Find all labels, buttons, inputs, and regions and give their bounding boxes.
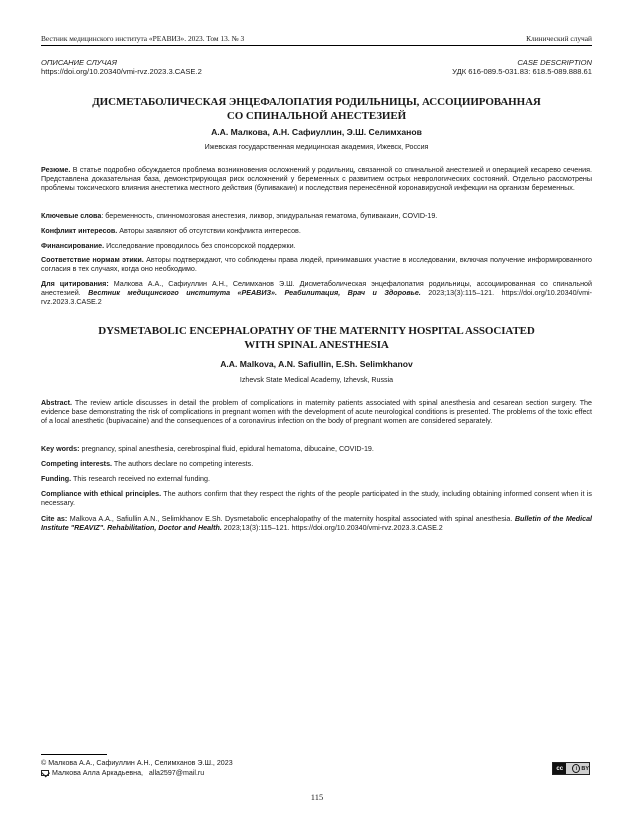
abstract-ru [41, 166, 592, 193]
ethics-en-text: The authors confirm that they respect the rights of the people participated in the study, including obtaining informed consent when it is necessary. [41, 490, 592, 507]
title-en-line1: DYSMETABOLIC ENCEPHALOPATHY OF THE MATERNITY HOSPITAL ASSOCIATED [98, 325, 535, 337]
title-ru-line1: ДИСМЕТАБОЛИЧЕСКАЯ ЭНЦЕФАЛОПАТИЯ РОДИЛЬНИЦЫ, АССОЦИИРОВАННАЯ [92, 96, 541, 108]
udk-code: УДК 616-089.5-031.83: 618.5-089.888.61 [452, 67, 592, 76]
section-name: Клинический случай [526, 34, 592, 43]
title-ru [41, 95, 592, 123]
cc-logo-icon: cc [553, 763, 566, 774]
license-by-label: BY [581, 765, 589, 772]
affiliation-en: Izhevsk State Medical Academy, Izhevsk, Russia [239, 376, 394, 384]
keywords-ru-text: : беременность, спинномозговая анестезия, ликвор, эпидуральная гематома, бупивакаин, COVID-19. [101, 212, 438, 220]
citation-en-journal: Bulletin of the Medical Institute "REAVIZ". Rehabilitation, Doctor and Health. [41, 515, 593, 532]
ethics-ru-label: Соответствие нормам этики. [41, 256, 144, 264]
authors-en: A.A. Malkova, A.N. Safiullin, E.Sh. Selimkhanov [220, 359, 413, 369]
citation-en-tail[interactable]: 2023;13(3):115–121. https://doi.org/10.20340/vmi-rvz.2023.3.CASE.2 [223, 524, 443, 532]
abstract-en-label: Abstract. [41, 399, 72, 407]
page-number: 115 [310, 792, 324, 802]
envelope-icon [41, 770, 49, 776]
citation-ru [41, 280, 592, 307]
conflict-en-text: The authors declare no competing interests. [113, 460, 254, 468]
funding-ru-text: Исследование проводилось без спонсорской поддержки. [106, 242, 296, 250]
cc-by-license-badge[interactable] [552, 762, 590, 775]
citation-ru-text: Малкова А.А., Сафиуллин А.Н., Селимханов Э.Ш. Дисметаболическая энцефалопатия родильницы, ассоциированная со спинальной анестезией. [41, 280, 592, 297]
contact-name: Малкова Алла Аркадьевна, [52, 769, 143, 777]
conflict-en [41, 460, 592, 469]
conflict-ru-text: Авторы заявляют об отсутствии конфликта интересов. [119, 227, 301, 235]
doi-row [41, 67, 592, 76]
ethics-en-label: Compliance with ethical principles. [41, 490, 162, 498]
title-en [41, 324, 592, 352]
copyright-line: © Малкова А.А., Сафиуллин А.Н., Селимханов Э.Ш., 2023 [41, 759, 233, 767]
journal-name: Вестник медицинского института «РЕАВИЗ». 2023. Том 13. № 3 [41, 34, 245, 43]
citation-ru-label: Для цитирования: [41, 280, 109, 288]
conflict-en-label: Competing interests. [41, 460, 113, 468]
citation-ru-journal: Вестник медицинского института «РЕАВИЗ». Реабилитация, Врач и Здоровье. [88, 289, 421, 297]
funding-en [41, 475, 592, 484]
authors-ru: А.А. Малкова, А.Н. Сафиуллин, Э.Ш. Селимханов [211, 127, 422, 137]
citation-en [41, 515, 592, 533]
ethics-ru-text: Авторы подтверждают, что соблюдены права людей, принимавших участие в исследовании, включая получение информированного согласия в тех случаях, когда оно необходимо. [41, 256, 593, 273]
footer-rule [41, 754, 107, 755]
title-ru-line2: СО СПИНАЛЬНОЙ АНЕСТЕЗИЕЙ [226, 110, 407, 122]
abstract-en [41, 399, 592, 426]
keywords-ru-label: Ключевые слова [41, 212, 102, 220]
article-type-row [41, 58, 592, 67]
doi-link[interactable]: https://doi.org/10.20340/vmi-rvz.2023.3.CASE.2 [41, 67, 202, 76]
conflict-ru [41, 227, 592, 236]
funding-en-text: This research received no external funding. [73, 475, 210, 483]
funding-ru [41, 242, 592, 251]
article-type-en: CASE DESCRIPTION [517, 58, 592, 67]
conflict-ru-label: Конфликт интересов. [41, 227, 118, 235]
abstract-ru-label: Резюме. [41, 166, 71, 174]
article-type-ru: ОПИСАНИЕ СЛУЧАЯ [41, 58, 117, 67]
contact-email-link[interactable]: alla2597@mail.ru [148, 769, 205, 777]
affiliation-ru: Ижевская государственная медицинская академия, Ижевск, Россия [204, 143, 429, 151]
keywords-ru [41, 212, 592, 221]
header-rule [41, 45, 592, 46]
keywords-en-label: Key words: [41, 445, 80, 453]
ethics-en [41, 490, 592, 508]
abstract-en-text: The review article discusses in detail the problem of complications in maternity patients associated with spinal anesthesia and cesarean section surgery. The evidence base demonstrating the risk of complications in pregnant women with the development of acute neurological conditions is presented. The problems of the toxic effect of a local anesthetic (bupivacaine) and the consequences of a coronavirus infection on the body of pregnant women are considered separately. [41, 399, 592, 425]
funding-ru-label: Финансирование. [41, 242, 105, 250]
by-attribution-icon: i [572, 764, 580, 773]
funding-en-label: Funding. [41, 475, 72, 483]
contact-line [41, 769, 204, 777]
citation-en-text: Malkova A.A., Safiullin A.N., Selimkhanov E.Sh. Dysmetabolic encephalopathy of the maternity hospital associated with spinal anesthesia. [69, 515, 513, 523]
citation-en-label: Cite as: [41, 515, 68, 523]
ethics-ru [41, 256, 592, 274]
keywords-en [41, 445, 592, 454]
citation-ru-tail[interactable]: 2023;13(3):115–121. https://doi.org/10.20340/vmi-rvz.2023.3.CASE.2 [41, 289, 593, 306]
abstract-ru-text: В статье подробно обсуждается проблема возникновения осложнений у родильниц, связанной со спинальной анестезией и операцией кесарево сечения. Представлена доказательная база, демонстрирующая риск осложнений у беременных с развитием острых неврологических состояний. Отдельно рассмотрены проблемы токсического влияния анестетика местного действия (бупивакаин) и последствия перенесённой коронавирусной инфекции на организм беременных. [41, 166, 593, 192]
keywords-en-text: pregnancy, spinal anesthesia, cerebrospinal fluid, epidural hematoma, dibucaine, COVID-19. [81, 445, 374, 453]
running-header [41, 34, 592, 43]
title-en-line2: WITH SPINAL ANESTHESIA [244, 339, 389, 351]
